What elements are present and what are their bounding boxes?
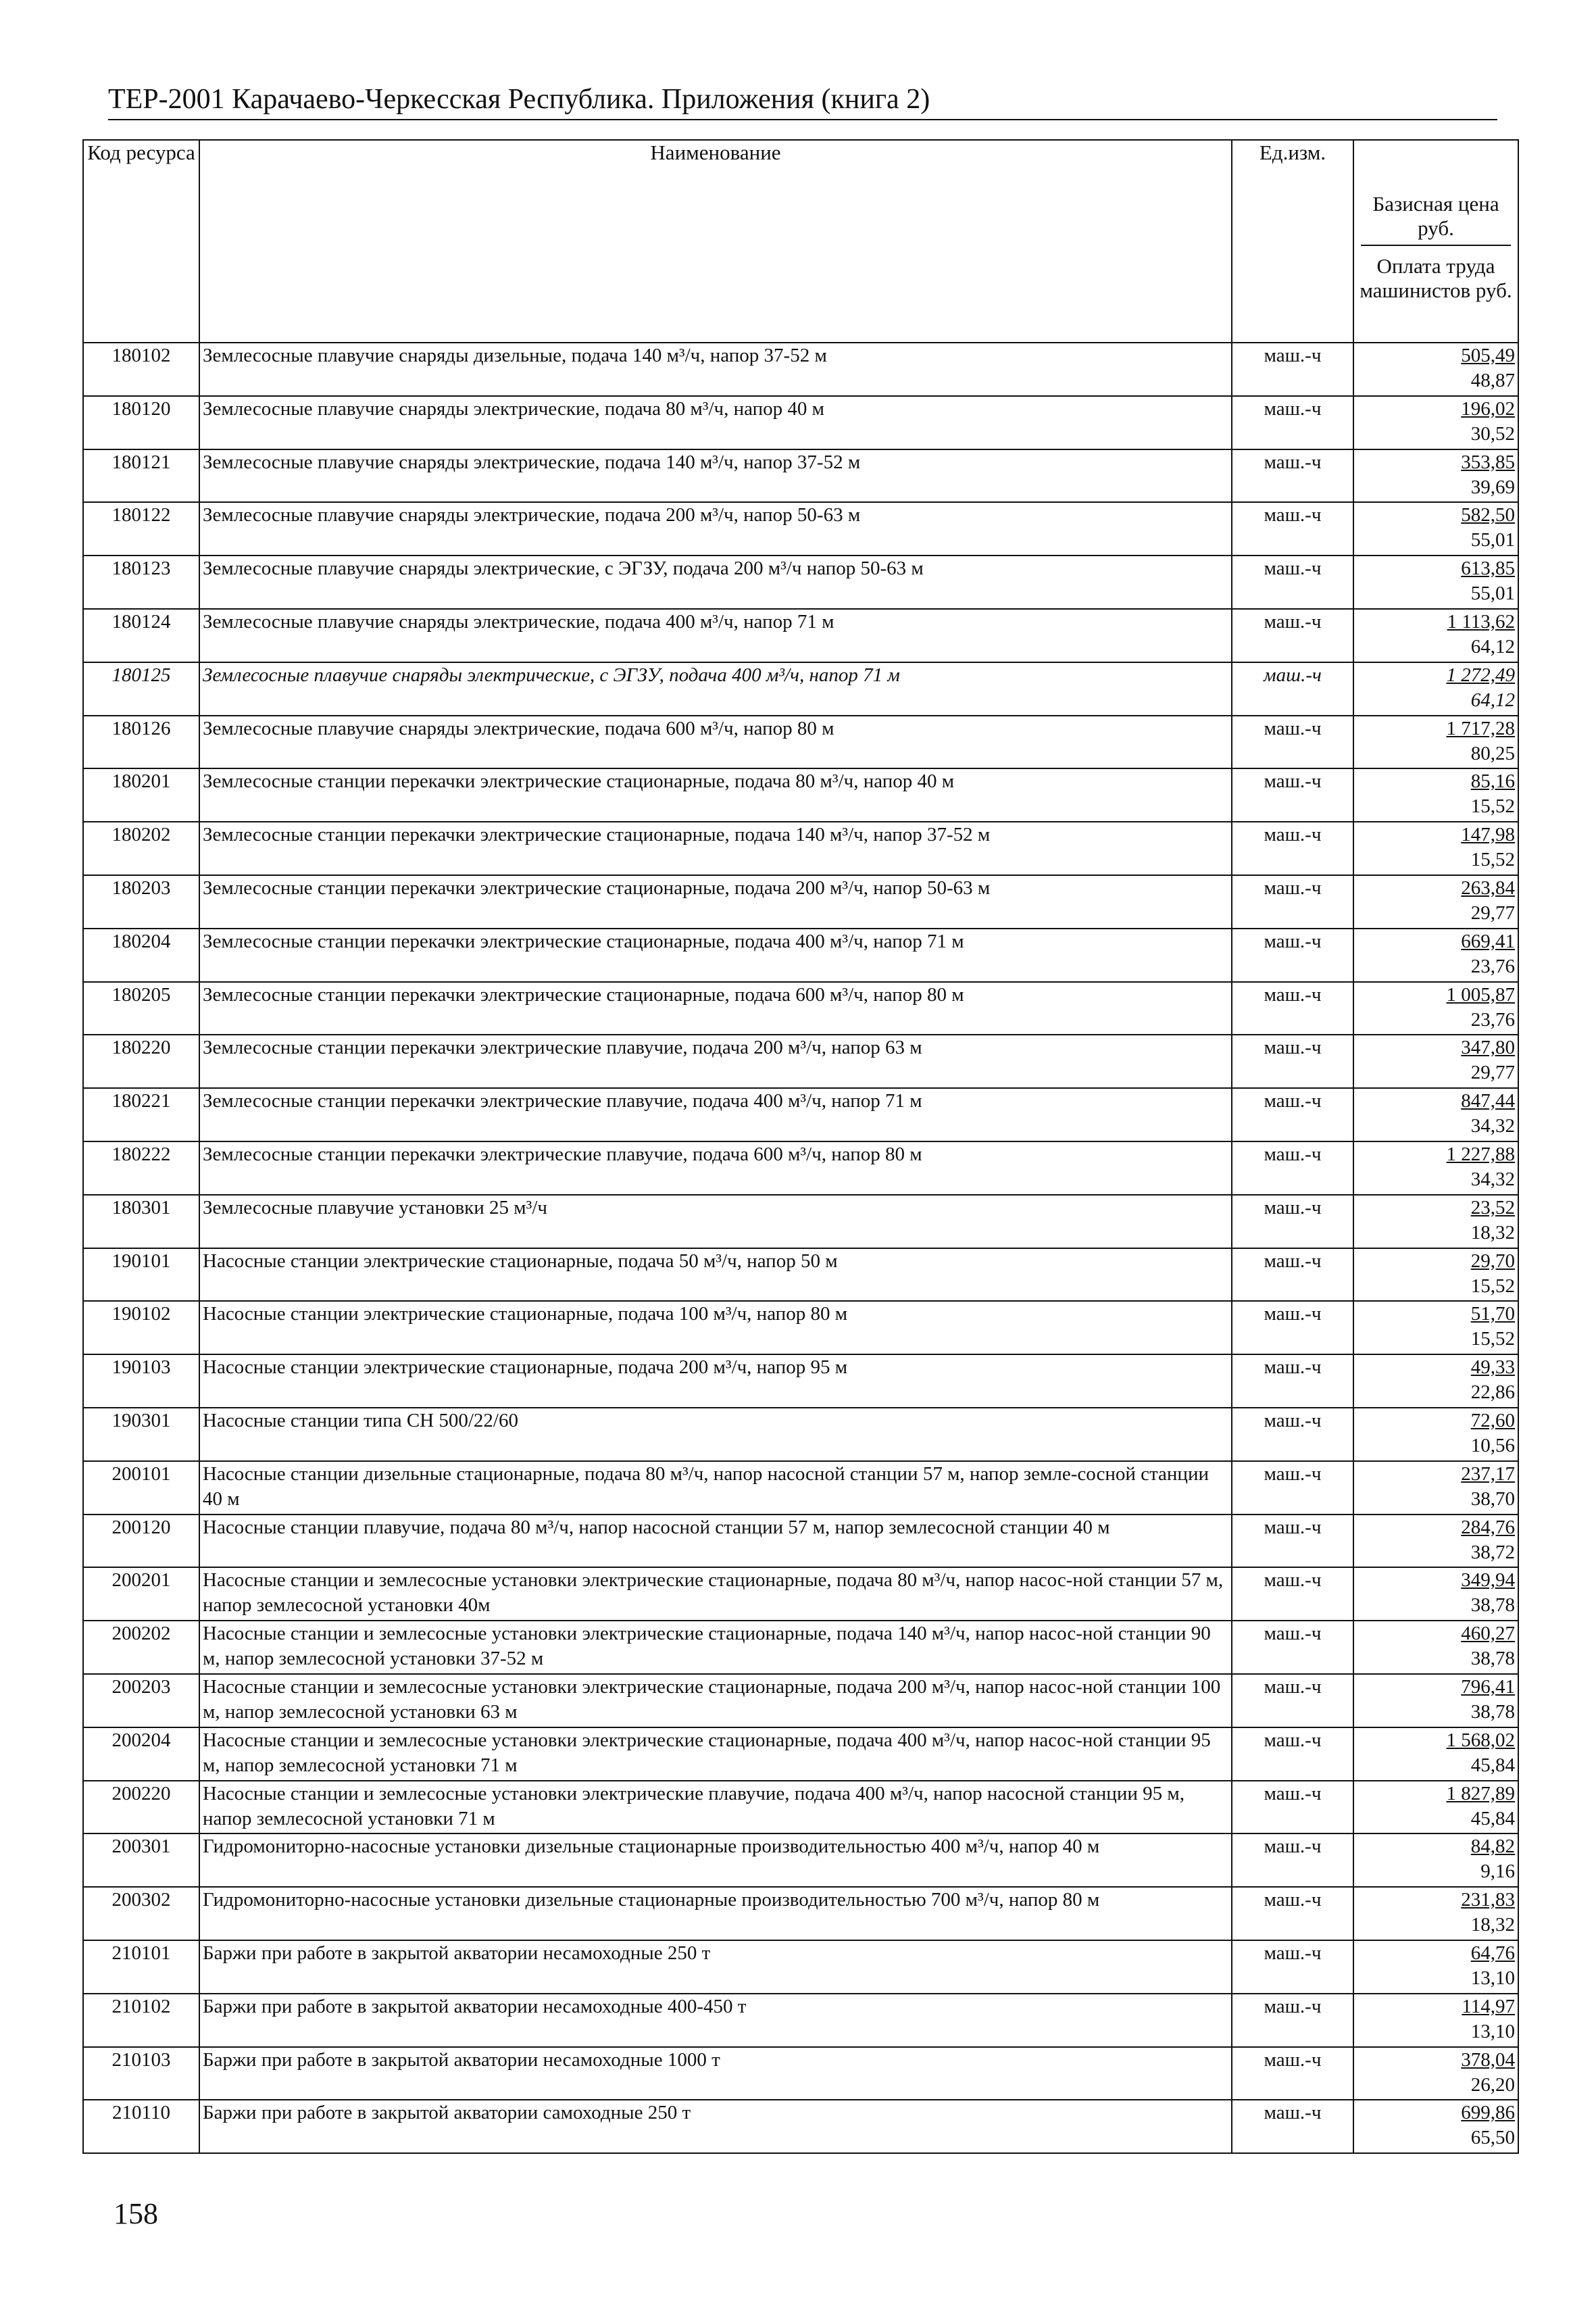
base-price: 231,83 [1461,1889,1515,1911]
price-cell [1353,1727,1518,1781]
resource-unit: маш.-ч [1232,1408,1353,1461]
resource-name: Землесосные плавучие снаряды электрические, подача 80 м³/ч, напор 40 м [199,396,1232,449]
table-row [83,1567,1518,1621]
base-price: 1 717,28 [1446,717,1515,739]
table-row [83,1887,1518,1940]
base-price: 796,41 [1461,1675,1515,1698]
resource-name: Землесосные плавучие снаряды электрические, подача 400 м³/ч, напор 71 м [199,609,1232,662]
resource-unit: маш.-ч [1232,1141,1353,1195]
column-header-operator-wage: Оплата труда машинистов руб. [1360,254,1512,302]
resource-unit: маш.-ч [1232,875,1353,929]
resource-unit: маш.-ч [1232,2100,1353,2153]
price-cell [1353,396,1518,449]
price-cell [1353,768,1518,822]
resource-name: Землесосные станции перекачки электрические плавучие, подача 400 м³/ч, напор 71 м [199,1088,1232,1141]
table-row [83,343,1518,396]
document-title: ТЕР-2001 Карачаево-Черкесская Республика. Приложения (книга 2) [108,84,930,115]
price-cell [1353,875,1518,929]
resource-code: 180204 [83,929,199,982]
operator-wage: 45,84 [1470,1807,1515,1829]
price-cell [1353,1461,1518,1515]
price-cell [1353,502,1518,556]
operator-wage: 55,01 [1470,583,1515,605]
operator-wage: 38,70 [1470,1487,1515,1510]
table-row [83,449,1518,503]
resource-code: 190102 [83,1301,199,1354]
operator-wage: 55,01 [1470,529,1515,551]
operator-wage: 15,52 [1470,795,1515,818]
base-price: 23,52 [1470,1196,1515,1218]
operator-wage: 29,77 [1470,902,1515,924]
base-price: 114,97 [1462,1995,1515,2017]
table-row [83,1195,1518,1248]
resource-code: 200120 [83,1515,199,1568]
price-cell [1353,1887,1518,1940]
table-row [83,2047,1518,2100]
price-cell [1353,1674,1518,1727]
operator-wage: 13,10 [1470,1967,1515,1989]
operator-wage: 80,25 [1470,742,1515,764]
base-price: 49,33 [1470,1356,1515,1379]
resource-name: Насосные станции электрические стационарные, подача 200 м³/ч, напор 95 м [199,1354,1232,1408]
base-price: 64,76 [1470,1942,1515,1964]
resource-name: Землесосные плавучие снаряды электрические, подача 600 м³/ч, напор 80 м [199,716,1232,769]
resource-unit: маш.-ч [1232,2047,1353,2100]
price-cell [1353,1781,1518,1834]
price-cell [1353,929,1518,982]
price-cell [1353,1248,1518,1302]
operator-wage: 30,52 [1470,422,1515,445]
operator-wage: 10,56 [1470,1434,1515,1456]
table-row [83,875,1518,929]
table-row [83,982,1518,1035]
operator-wage: 15,52 [1470,849,1515,871]
operator-wage: 64,12 [1470,689,1515,711]
resource-name: Землесосные станции перекачки электрические стационарные, подача 80 м³/ч, напор 40 м [199,768,1232,822]
table-row [83,502,1518,556]
table-row [83,1408,1518,1461]
resource-code: 210101 [83,1940,199,1994]
resource-unit: маш.-ч [1232,662,1353,716]
price-cell [1353,1567,1518,1621]
base-price: 196,02 [1461,397,1515,420]
resource-price-table [82,139,1519,2154]
price-cell [1353,2047,1518,2100]
table-row [83,1301,1518,1354]
resource-code: 200201 [83,1567,199,1621]
resource-code: 190101 [83,1248,199,1302]
base-price: 669,41 [1461,930,1515,952]
resource-code: 180120 [83,396,199,449]
resource-name: Землесосные плавучие снаряды электрические, подача 200 м³/ч, напор 50-63 м [199,502,1232,556]
price-cell [1353,1354,1518,1408]
operator-wage: 13,10 [1470,2020,1515,2042]
base-price: 349,94 [1461,1569,1515,1592]
resource-unit: маш.-ч [1232,1940,1353,1994]
resource-name: Баржи при работе в закрытой акватории несамоходные 400-450 т [199,1994,1232,2047]
price-cell [1353,1141,1518,1195]
base-price: 147,98 [1461,824,1515,846]
base-price: 378,04 [1461,2048,1515,2071]
table-row [83,1515,1518,1568]
price-cell [1353,1940,1518,1994]
resource-name: Землесосные плавучие снаряды дизельные, подача 140 м³/ч, напор 37-52 м [199,343,1232,396]
resource-unit: маш.-ч [1232,1354,1353,1408]
resource-code: 180121 [83,449,199,503]
resource-code: 180102 [83,343,199,396]
operator-wage: 34,32 [1470,1168,1515,1190]
resource-unit: маш.-ч [1232,502,1353,556]
resource-code: 200203 [83,1674,199,1727]
operator-wage: 26,20 [1470,2073,1515,2096]
operator-wage: 45,84 [1470,1754,1515,1776]
resource-name: Насосные станции и землесосные установки электрические стационарные, подача 80 м³/ч, напор насос-ной станции 57 м, напор землесосной установки 40м [199,1567,1232,1621]
resource-unit: маш.-ч [1232,716,1353,769]
price-cell [1353,2100,1518,2153]
operator-wage: 22,86 [1470,1381,1515,1404]
resource-name: Насосные станции и землесосные установки электрические стационарные, подача 200 м³/ч, напор насос-ной станции 100 м, напор землесосной установки 63 м [199,1674,1232,1727]
operator-wage: 18,32 [1470,1914,1515,1936]
resource-name: Баржи при работе в закрытой акватории самоходные 250 т [199,2100,1232,2153]
resource-code: 190301 [83,1408,199,1461]
resource-unit: маш.-ч [1232,556,1353,609]
resource-code: 210110 [83,2100,199,2153]
resource-unit: маш.-ч [1232,609,1353,662]
operator-wage: 29,77 [1470,1062,1515,1084]
column-header-unit: Ед.изм. [1232,140,1353,343]
column-header-price [1353,140,1518,343]
resource-code: 180222 [83,1141,199,1195]
table-row [83,768,1518,822]
resource-unit: маш.-ч [1232,1833,1353,1887]
resource-name: Гидромониторно-насосные установки дизельные стационарные производительностью 700 м³/ч, напор 80 м [199,1887,1232,1940]
resource-code: 200202 [83,1621,199,1674]
price-cell [1353,1035,1518,1088]
resource-code: 180301 [83,1195,199,1248]
resource-name: Насосные станции плавучие, подача 80 м³/ч, напор насосной станции 57 м, напор землесосной станции 40 м [199,1515,1232,1568]
resource-code: 200301 [83,1833,199,1887]
price-cell [1353,1621,1518,1674]
resource-name: Землесосные плавучие установки 25 м³/ч [199,1195,1232,1248]
resource-name: Баржи при работе в закрытой акватории несамоходные 250 т [199,1940,1232,1994]
base-price: 1 005,87 [1446,983,1515,1006]
resource-name: Баржи при работе в закрытой акватории несамоходные 1000 т [199,2047,1232,2100]
table-body [83,343,1518,2153]
price-cell [1353,982,1518,1035]
base-price: 347,80 [1461,1037,1515,1059]
table-row [83,1461,1518,1515]
resource-unit: маш.-ч [1232,1301,1353,1354]
operator-wage: 48,87 [1470,370,1515,391]
base-price: 505,49 [1461,345,1515,366]
resource-unit: маш.-ч [1232,822,1353,875]
price-cell [1353,1088,1518,1141]
table-row [83,396,1518,449]
resource-code: 180201 [83,768,199,822]
resource-unit: маш.-ч [1232,1195,1353,1248]
price-cell [1353,343,1518,396]
resource-code: 210103 [83,2047,199,2100]
resource-name: Насосные станции электрические стационарные, подача 50 м³/ч, напор 50 м [199,1248,1232,1302]
resource-name: Землесосные плавучие снаряды электрические, подача 140 м³/ч, напор 37-52 м [199,449,1232,503]
price-cell [1353,556,1518,609]
resource-code: 200220 [83,1781,199,1834]
operator-wage: 15,52 [1470,1328,1515,1350]
resource-unit: маш.-ч [1232,1035,1353,1088]
base-price: 1 113,62 [1447,610,1515,633]
table-row [83,556,1518,609]
base-price: 460,27 [1461,1623,1515,1645]
resource-unit: маш.-ч [1232,1088,1353,1141]
table-row [83,1674,1518,1727]
resource-code: 180126 [83,716,199,769]
price-cell [1353,609,1518,662]
resource-unit: маш.-ч [1232,343,1353,396]
price-cell [1353,716,1518,769]
resource-name: Насосные станции и землесосные установки электрические стационарные, подача 140 м³/ч, напор насос-ной станции 90 м, напор землесосной установки 37-52 м [199,1621,1232,1674]
table-row [83,929,1518,982]
base-price: 51,70 [1470,1303,1515,1325]
operator-wage: 34,32 [1470,1115,1515,1137]
base-price: 613,85 [1461,558,1515,580]
base-price: 1 827,89 [1446,1782,1515,1804]
resource-name: Землесосные станции перекачки электрические плавучие, подача 200 м³/ч, напор 63 м [199,1035,1232,1088]
base-price: 1 272,49 [1446,664,1515,686]
base-price: 263,84 [1461,877,1515,899]
resource-code: 180202 [83,822,199,875]
price-cell [1353,1195,1518,1248]
table-row [83,1035,1518,1088]
operator-wage: 9,16 [1480,1861,1515,1883]
resource-unit: маш.-ч [1232,396,1353,449]
resource-code: 180221 [83,1088,199,1141]
resource-unit: маш.-ч [1232,1674,1353,1727]
table-row [83,2100,1518,2153]
base-price: 699,86 [1461,2102,1515,2124]
resource-name: Насосные станции дизельные стационарные, подача 80 м³/ч, напор насосной станции 57 м, напор земле-сосной станции 40 м [199,1461,1232,1515]
resource-code: 210102 [83,1994,199,2047]
operator-wage: 64,12 [1470,635,1515,658]
resource-unit: маш.-ч [1232,1727,1353,1781]
resource-name: Землесосные станции перекачки электрические плавучие, подача 600 м³/ч, напор 80 м [199,1141,1232,1195]
base-price: 1 227,88 [1446,1143,1515,1165]
resource-name: Землесосные станции перекачки электрические стационарные, подача 200 м³/ч, напор 50-63 м [199,875,1232,929]
base-price: 284,76 [1461,1516,1515,1538]
resource-name: Насосные станции типа СН 500/22/60 [199,1408,1232,1461]
column-header-name: Наименование [199,140,1232,343]
resource-code: 180122 [83,502,199,556]
resource-unit: маш.-ч [1232,1248,1353,1302]
price-cell [1353,1301,1518,1354]
operator-wage: 38,78 [1470,1700,1515,1723]
base-price: 72,60 [1470,1409,1515,1431]
resource-unit: маш.-ч [1232,982,1353,1035]
base-price: 85,16 [1470,770,1515,793]
operator-wage: 23,76 [1470,1008,1515,1031]
resource-code: 180220 [83,1035,199,1088]
resource-unit: маш.-ч [1232,768,1353,822]
base-price: 237,17 [1461,1462,1515,1485]
resource-code: 180203 [83,875,199,929]
resource-code: 180125 [83,662,199,716]
table-row [83,822,1518,875]
resource-unit: маш.-ч [1232,1994,1353,2047]
resource-unit: маш.-ч [1232,1515,1353,1568]
resource-unit: маш.-ч [1232,449,1353,503]
resource-unit: маш.-ч [1232,1621,1353,1674]
price-cell [1353,1833,1518,1887]
operator-wage: 23,76 [1470,955,1515,977]
price-cell [1353,1515,1518,1568]
table-row [83,1781,1518,1834]
resource-name: Землесосные станции перекачки электрические стационарные, подача 140 м³/ч, напор 37-52 м [199,822,1232,875]
price-cell [1353,662,1518,716]
table-row [83,609,1518,662]
resource-code: 180123 [83,556,199,609]
resource-code: 190103 [83,1354,199,1408]
resource-name: Землесосные плавучие снаряды электрические, с ЭГЗУ, подача 200 м³/ч напор 50-63 м [199,556,1232,609]
table-row [83,1727,1518,1781]
operator-wage: 65,50 [1470,2127,1515,2149]
base-price: 353,85 [1461,451,1515,473]
resource-code: 200302 [83,1887,199,1940]
table-row [83,1141,1518,1195]
operator-wage: 38,72 [1470,1541,1515,1563]
page-number: 158 [114,2197,158,2230]
base-price: 582,50 [1461,504,1515,526]
table-row [83,1354,1518,1408]
table-row [83,716,1518,769]
table-row [83,1088,1518,1141]
resource-unit: маш.-ч [1232,929,1353,982]
base-price: 847,44 [1461,1090,1515,1112]
resource-name: Насосные станции и землесосные установки электрические плавучие, подача 400 м³/ч, напор насосной станции 95 м, напор землесосной установки 71 м [199,1781,1232,1834]
table-row [83,1248,1518,1302]
resource-unit: маш.-ч [1232,1461,1353,1515]
resource-code: 180124 [83,609,199,662]
resource-unit: маш.-ч [1232,1567,1353,1621]
resource-code: 200204 [83,1727,199,1781]
table-row [83,1621,1518,1674]
resource-code: 200101 [83,1461,199,1515]
page-header [108,80,1497,120]
price-cell [1353,822,1518,875]
operator-wage: 38,78 [1470,1648,1515,1670]
resource-unit: маш.-ч [1232,1887,1353,1940]
resource-name: Насосные станции и землесосные установки электрические стационарные, подача 400 м³/ч, напор насос-ной станции 95 м, напор землесосной установки 71 м [199,1727,1232,1781]
resource-name: Землесосные плавучие снаряды электрические, с ЭГЗУ, подача 400 м³/ч, напор 71 м [199,662,1232,716]
resource-name: Землесосные станции перекачки электрические стационарные, подача 600 м³/ч, напор 80 м [199,982,1232,1035]
operator-wage: 38,78 [1470,1594,1515,1617]
resource-name: Гидромониторно-насосные установки дизельные стационарные производительностью 400 м³/ч, напор 40 м [199,1833,1232,1887]
base-price: 84,82 [1470,1836,1515,1858]
operator-wage: 18,32 [1470,1221,1515,1244]
column-header-base-price: Базисная цена руб. [1361,141,1511,246]
column-header-code: Код ресурса [83,140,199,343]
table-row [83,1994,1518,2047]
operator-wage: 39,69 [1470,476,1515,498]
base-price: 1 568,02 [1446,1729,1515,1751]
resource-name: Землесосные станции перекачки электрические стационарные, подача 400 м³/ч, напор 71 м [199,929,1232,982]
table-row [83,662,1518,716]
price-cell [1353,449,1518,503]
price-cell [1353,1408,1518,1461]
table-row [83,1833,1518,1887]
resource-name: Насосные станции электрические стационарные, подача 100 м³/ч, напор 80 м [199,1301,1232,1354]
resource-unit: маш.-ч [1232,1781,1353,1834]
resource-code: 180205 [83,982,199,1035]
table-row [83,1940,1518,1994]
operator-wage: 15,52 [1470,1275,1515,1297]
base-price: 29,70 [1470,1250,1515,1272]
price-cell [1353,1994,1518,2047]
